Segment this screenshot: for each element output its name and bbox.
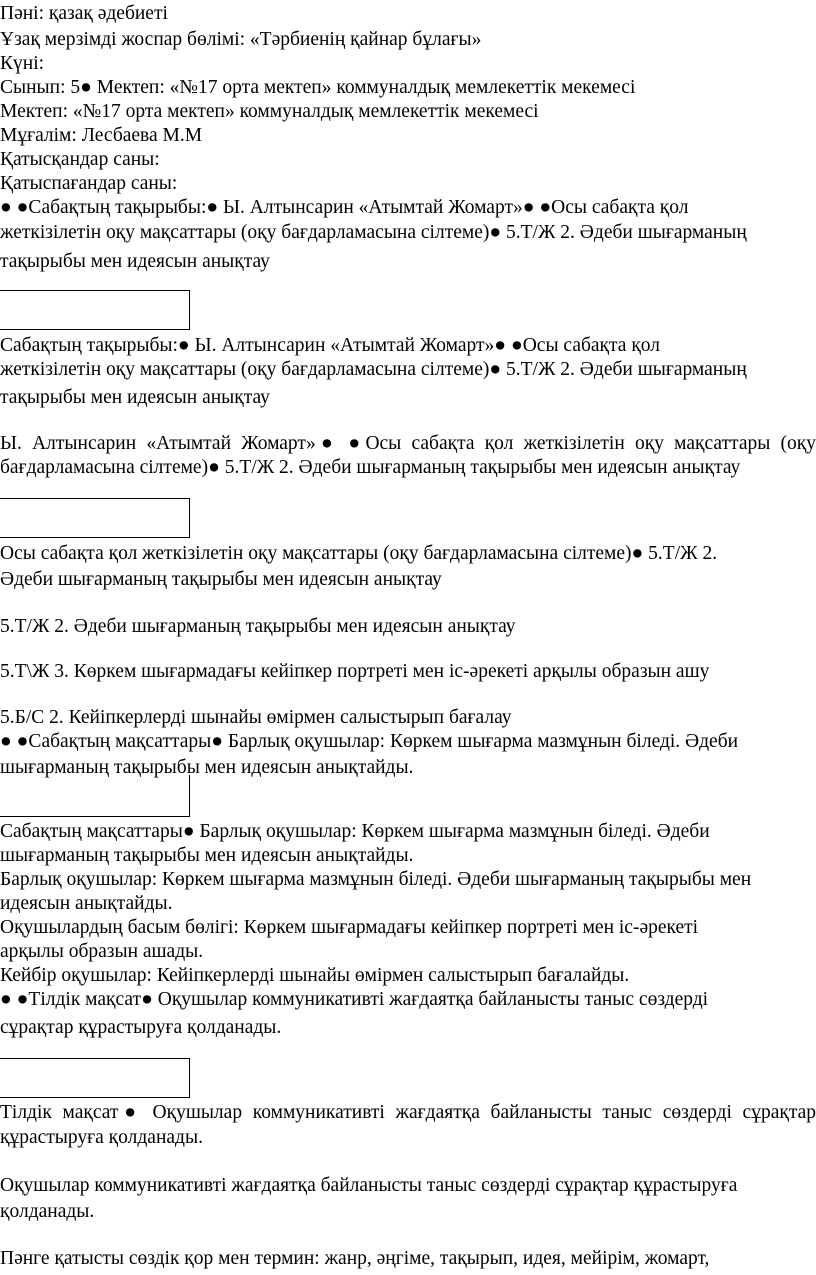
language-objective-continuation: сұрақтар құрастыруға қолданады. — [0, 1017, 282, 1038]
objective-item: 5.Б/С 2. Кейіпкерлерді шынайы өмірмен салыстырып бағалау — [0, 707, 512, 728]
objective-continuation: Әдеби шығарманың тақырыбы мен идеясын анықтау — [0, 569, 442, 590]
learning-objectives-line: жеткізілетін оқу мақсаттары (оқу бағдарламасына сілтеме)● 5.Т/Ж 2. Әдеби шығарманың — [0, 222, 747, 243]
lesson-topic-line: Сабақтың тақырыбы:● Ы. Алтынсарин «Атымтай Жомарт»● ●Осы сабақта қол — [0, 335, 661, 356]
objective-continuation: тақырыбы мен идеясын анықтау — [0, 251, 270, 272]
table-cell-box — [0, 1058, 190, 1098]
date-line: Күні: — [0, 53, 45, 74]
goal-some-students: Кейбір оқушылар: Кейіпкерлерді шынайы өмірмен салыстырып бағалайды. — [0, 965, 630, 986]
table-cell-box — [0, 775, 190, 817]
language-objective-continuation: құрастыруға қолданады. — [0, 1127, 203, 1148]
lesson-goals-line: Сабақтың мақсаттары● Барлық оқушылар: Көркем шығарма мазмұнын біледі. Әдеби — [0, 821, 710, 842]
language-objective-line: Тілдік мақсат● Оқушылар коммуникативті жағдаятқа байланысты таныс сөздерді сұрақтар — [0, 1102, 816, 1123]
lesson-goals-continuation: шығарманың тақырыбы мен идеясын анықтайды. — [0, 845, 414, 866]
present-count-line: Қатысқандар саны: — [0, 149, 160, 170]
long-term-plan-line: Ұзақ мерзімді жоспар бөлімі: «Тәрбиенің қайнар бұлағы» — [0, 29, 482, 50]
learning-objectives-line: бағдарламасына сілтеме)● 5.Т/Ж 2. Әдеби шығарманың тақырыбы мен идеясын анықтау — [0, 457, 741, 478]
goal-continuation: идеясын анықтайды. — [0, 893, 173, 914]
absent-count-line: Қатыспағандар саны: — [0, 173, 178, 194]
subject-line: Пәні: қазақ әдебиеті — [0, 3, 168, 24]
school-line: Мектеп: «№17 орта мектеп» коммуналдық мемлекеттік мекемесі — [0, 101, 539, 122]
learning-objectives-line: Осы сабақта қол жеткізілетін оқу мақсаттары (оқу бағдарламасына сілтеме)● 5.Т/Ж 2. — [0, 543, 718, 564]
learning-objectives-line: жеткізілетін оқу мақсаттары (оқу бағдарламасына сілтеме)● 5.Т/Ж 2. Әдеби шығарманың — [0, 359, 747, 380]
table-cell-box — [0, 290, 190, 330]
language-objective-continuation: қолданады. — [0, 1201, 95, 1222]
goal-continuation: арқылы образын ашады. — [0, 941, 204, 962]
language-objective-line: ● ●Тілдік мақсат● Оқушылар коммуникативті жағдаятқа байланысты таныс сөздерді — [0, 989, 709, 1010]
teacher-line: Мұғалім: Лесбаева М.М — [0, 125, 203, 146]
lesson-goals-continuation: шығарманың тақырыбы мен идеясын анықтайды. — [0, 757, 414, 778]
lesson-topic-line: ● ●Сабақтың тақырыбы:● Ы. Алтынсарин «Атымтай Жомарт»● ●Осы сабақта қол — [0, 197, 689, 218]
vocabulary-line: Пәнге қатысты сөздік қор мен термин: жанр, әңгіме, тақырып, идея, мейірім, жомарт, — [0, 1248, 710, 1269]
objective-item: 5.Т\Ж 3. Көркем шығармадағы кейіпкер портреті мен іс-әрекеті арқылы образын ашу — [0, 661, 710, 682]
goal-all-students: Барлық оқушылар: Көркем шығарма мазмұнын біледі. Әдеби шығарманың тақырыбы мен — [0, 869, 752, 890]
lesson-topic-line: Ы. Алтынсарин «Атымтай Жомарт»● ●Осы сабақта қол жеткізілетін оқу мақсаттары (оқу — [0, 433, 816, 454]
language-objective-text: Оқушылар коммуникативті жағдаятқа байланысты таныс сөздерді сұрақтар құрастыруға — [0, 1175, 738, 1196]
lesson-goals-line: ● ●Сабақтың мақсаттары● Барлық оқушылар: Көркем шығарма мазмұнын біледі. Әдеби — [0, 731, 739, 752]
class-line: Сынып: 5● Мектеп: «№17 орта мектеп» коммуналдық мемлекеттік мекемесі — [0, 77, 636, 98]
objective-continuation: тақырыбы мен идеясын анықтау — [0, 387, 270, 408]
objective-item: 5.Т/Ж 2. Әдеби шығарманың тақырыбы мен идеясын анықтау — [0, 616, 516, 637]
goal-most-students: Оқушылардың басым бөлігі: Көркем шығармадағы кейіпкер портреті мен іс-әрекеті — [0, 917, 699, 938]
table-cell-box — [0, 498, 190, 538]
